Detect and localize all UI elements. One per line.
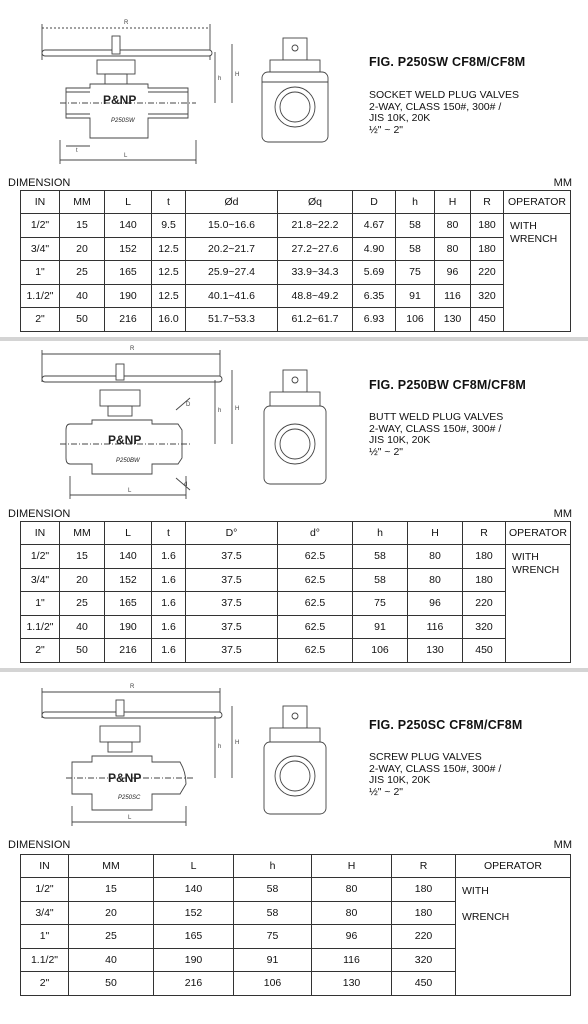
operator-cell: WITH WRENCH [504,214,571,332]
svg-text:H: H [235,72,240,78]
figure-title: FIG. P250SC CF8M/CF8M [369,718,523,732]
figure-description: SCREW PLUG VALVES 2-WAY, CLASS 150#, 300# / JIS 10K, 20K ½" ~ 2" [369,751,502,798]
table-row: 1/2" 15 140 58 80 180 WITH WRENCH [21,878,571,902]
logo-text: P&NP [108,433,142,447]
svg-text:R: R [124,20,129,26]
logo-text: P&NP [108,771,142,785]
unit-label: MM [553,177,572,189]
table-header-row: IN MM L t D° d° h H R OPERATOR [21,522,571,545]
table-row: 1.1/2" 40 190 91 116 320 [21,948,571,972]
table-header-row: IN MM L h H R OPERATOR [21,855,571,878]
table-row: 2" 50 216 106 130 450 [21,972,571,996]
table-row: 1" 25 165 1.6 37.5 62.5 75 96 220 [21,592,571,616]
table-row: 2" 50 216 16.0 51.7~53.3 61.2~61.7 6.93 106 130 450 [21,308,571,332]
svg-text:H: H [235,740,240,746]
svg-text:h: h [218,76,222,82]
valve-section-screw [0,672,588,1024]
svg-text:L: L [128,815,132,821]
table-row: 1/2" 15 140 1.6 37.5 62.5 58 80 180 WITH WRENCH [21,545,571,569]
unit-label: MM [553,839,572,851]
svg-text:D: D [186,402,191,408]
operator-cell: WITH WRENCH [506,545,571,663]
operator-cell: WITH WRENCH [456,878,571,996]
dimension-label: DIMENSION [8,177,71,189]
model-text: P250BW [116,458,140,464]
table-row: 1/2" 15 140 9.5 15.0~16.6 21.8~22.2 4.67 58 80 180 WITH WRENCH [21,214,571,238]
dimension-table [20,521,571,663]
svg-text:d: d [184,482,188,488]
svg-text:h: h [218,744,222,750]
figure-title: FIG. P250SW CF8M/CF8M [369,55,526,69]
svg-text:R: R [130,684,135,690]
svg-text:h: h [218,408,222,414]
dimension-label: DIMENSION [8,839,71,851]
table-row: 1" 25 165 75 96 220 [21,925,571,949]
table-row: 1.1/2" 40 190 1.6 37.5 62.5 91 116 320 [21,615,571,639]
table-row: 3/4" 20 152 1.6 37.5 62.5 58 80 180 [21,568,571,592]
table-header-row: IN MM L t Ød Øq D h H R OPERATOR [21,191,571,214]
table-row: 2" 50 216 1.6 37.5 62.5 106 130 450 [21,639,571,663]
svg-text:R: R [130,346,135,352]
dimension-table [20,854,571,996]
svg-text:L: L [128,488,132,494]
logo-text: P&NP [103,93,137,107]
model-text: P250SC [118,795,141,801]
valve-section-socket-weld [0,0,588,338]
table-row: 1" 25 165 12.5 25.9~27.4 33.9~34.3 5.69 75 96 220 [21,261,571,285]
dimension-label: DIMENSION [8,508,71,520]
figure-description: BUTT WELD PLUG VALVES 2-WAY, CLASS 150#, 300# / JIS 10K, 20K ½" ~ 2" [369,411,504,458]
unit-label: MM [553,508,572,520]
table-row: 3/4" 20 152 12.5 20.2~21.7 27.2~27.6 4.90 58 80 180 [21,237,571,261]
model-text: P250SW [111,118,135,124]
table-row: 1.1/2" 40 190 12.5 40.1~41.6 48.8~49.2 6.35 91 116 320 [21,284,571,308]
svg-text:H: H [235,406,240,412]
figure-description: SOCKET WELD PLUG VALVES 2-WAY, CLASS 150#, 300# / JIS 10K, 20K ½" ~ 2" [369,89,519,136]
figure-title: FIG. P250BW CF8M/CF8M [369,378,526,392]
dimension-table [20,190,571,332]
valve-section-butt-weld [0,340,588,668]
svg-text:t: t [76,148,78,154]
table-row: 3/4" 20 152 58 80 180 [21,901,571,925]
svg-text:L: L [124,153,128,159]
